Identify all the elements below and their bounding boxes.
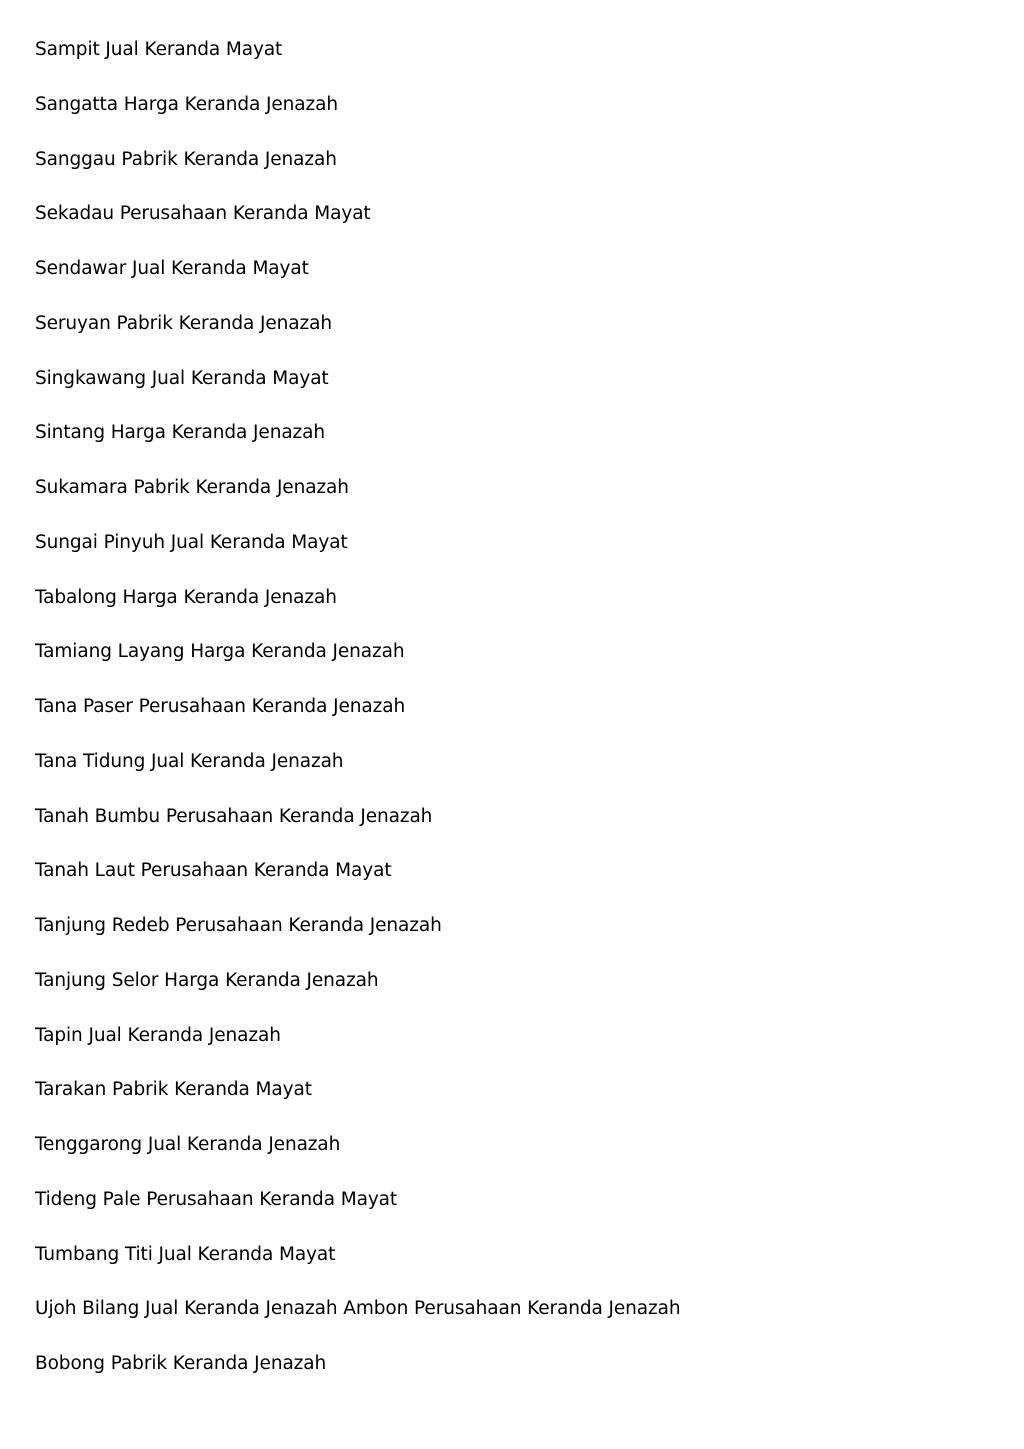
text-line: Tumbang Titi Jual Keranda Mayat (35, 1243, 336, 1265)
text-line: Sungai Pinyuh Jual Keranda Mayat (35, 531, 348, 553)
text-line: Tamiang Layang Harga Keranda Jenazah (35, 641, 405, 663)
text-line: Tana Paser Perusahaan Keranda Jenazah (35, 696, 406, 717)
text-line: Seruyan Pabrik Keranda Jenazah (35, 312, 332, 334)
text-line: Tarakan Pabrik Keranda Mayat (35, 1079, 312, 1101)
text-line: Sampit Jual Keranda Mayat (35, 39, 283, 60)
text-line: Tana Tidung Jual Keranda Jenazah (35, 750, 344, 772)
text-line: Tanjung Redeb Perusahaan Keranda Jenazah (35, 915, 442, 936)
text-line: Tabalong Harga Keranda Jenazah (35, 586, 337, 608)
text-line: Sintang Harga Keranda Jenazah (35, 422, 326, 444)
text-line: Tideng Pale Perusahaan Keranda Mayat (35, 1188, 398, 1210)
text-line: Tanjung Selor Harga Keranda Jenazah (35, 969, 379, 991)
text-line-list (35, 36, 995, 1405)
text-line: Sangatta Harga Keranda Jenazah (35, 93, 338, 115)
text-line: Ujoh Bilang Jual Keranda Jenazah Ambon Perusahaan Keranda Jenazah (35, 1298, 681, 1320)
text-line: Singkawang Jual Keranda Mayat (35, 367, 329, 389)
text-line: Sekadau Perusahaan Keranda Mayat (35, 203, 371, 225)
text-line: Bobong Pabrik Keranda Jenazah (35, 1353, 327, 1374)
text-line: Sendawar Jual Keranda Mayat (35, 258, 309, 279)
text-line: Sanggau Pabrik Keranda Jenazah (35, 148, 337, 170)
text-line: Tanah Bumbu Perusahaan Keranda Jenazah (35, 805, 433, 827)
text-line: Tenggarong Jual Keranda Jenazah (35, 1134, 341, 1155)
text-line: Tapin Jual Keranda Jenazah (35, 1024, 281, 1046)
text-line: Sukamara Pabrik Keranda Jenazah (35, 477, 349, 498)
text-line: Tanah Laut Perusahaan Keranda Mayat (35, 860, 392, 882)
